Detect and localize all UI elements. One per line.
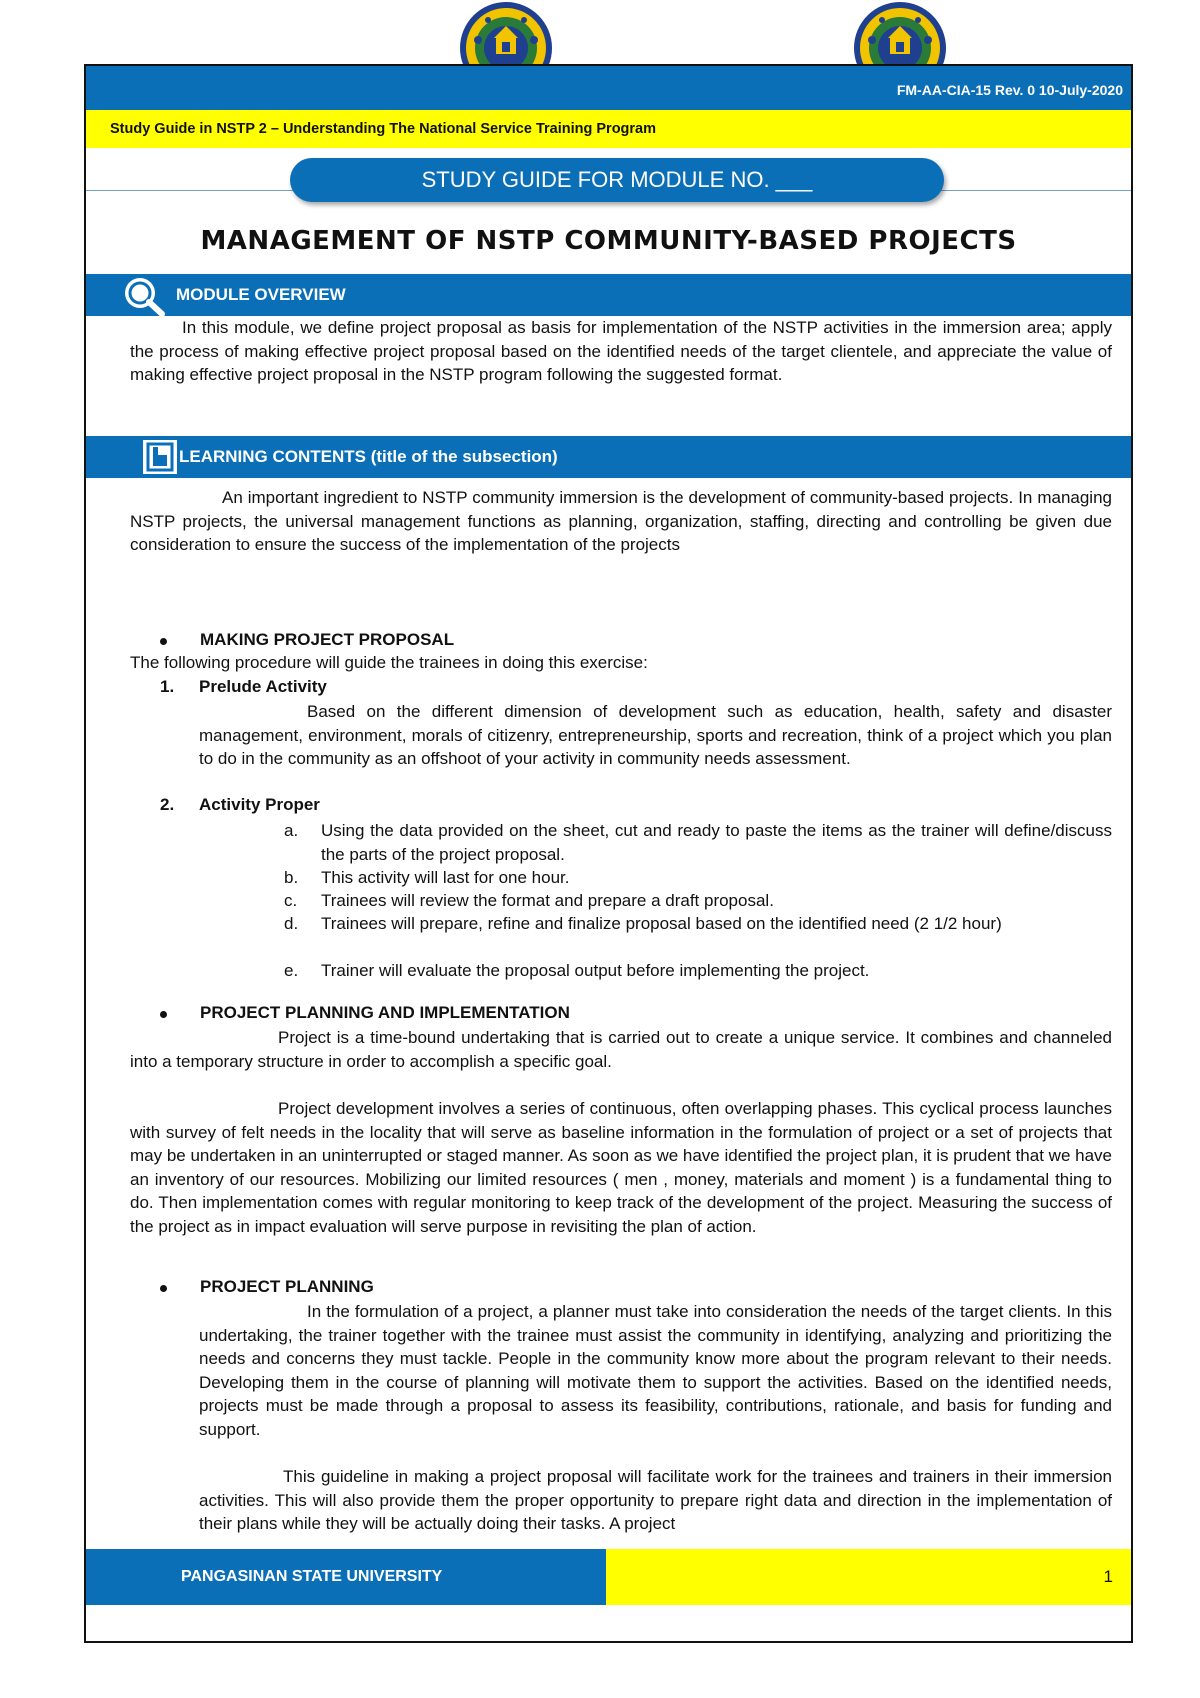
module-overview-heading: MODULE OVERVIEW — [176, 285, 346, 304]
step-text: Using the data provided on the sheet, cut and ready to paste the items as the trainer will define/discuss the parts of the project proposal. — [321, 821, 1112, 864]
item-number: 1. — [160, 677, 175, 696]
university-seal-right — [852, 0, 948, 72]
project-planning-heading: PROJECT PLANNING — [200, 1277, 374, 1296]
guide-title-bar — [86, 110, 1131, 148]
project-definition-text: Project is a time-bound undertaking that is carried out to create a unique service. It combines and channeled into a temporary structure in order to accomplish a specific goal. — [130, 1028, 1112, 1071]
step-letter: d. — [284, 914, 299, 933]
step-text: Trainer will evaluate the proposal output before implementing the project. — [321, 961, 870, 980]
project-planning-text: In the formulation of a project, a planner must take into consideration the needs of the target clients. In this undertaking, the trainer together with the trainee must assist the community in identifying, analyzing and prioritizing the needs and concerns they must tackle. People in the community know more about the program relevant to their needs. Developing them in the course of planning will motivate them to support the activities. Based on the identified needs, projects must be made through a proposal to assess its feasibility, contributions, rationale, and basis for funding and support. — [199, 1302, 1112, 1439]
university-seal-left — [458, 0, 554, 72]
bullet — [160, 1285, 167, 1292]
step-letter: b. — [284, 868, 299, 887]
making-proposal-heading: MAKING PROJECT PROPOSAL — [200, 630, 455, 649]
learning-contents-heading: LEARNING CONTENTS (title of the subsection) — [179, 447, 558, 466]
module-number-banner: STUDY GUIDE FOR MODULE NO. ___ — [290, 158, 944, 202]
step-letter: c. — [284, 891, 298, 910]
guideline-text: This guideline in making a project proposal will facilitate work for the trainees and trainers in their immersion activities. This will also provide them the proper opportunity to prepare right data and direction in the implementation of their plans while they will be actually doing their tasks. A project — [199, 1467, 1112, 1533]
project-definition-paragraph — [130, 1026, 1112, 1073]
bullet — [160, 638, 167, 645]
bullet — [160, 1011, 167, 1018]
step-text: Trainees will review the format and prepare a draft proposal. — [321, 891, 774, 910]
intro-paragraph — [130, 486, 1112, 557]
learning-contents-header — [86, 436, 1131, 478]
step-text: This activity will last for one hour. — [321, 868, 570, 887]
item-number: 2. — [160, 795, 175, 814]
overview-paragraph — [130, 316, 1112, 426]
step-letter: e. — [284, 961, 299, 980]
project-development-text: Project development involves a series of continuous, often overlapping phases. This cyclical process launches with survey of felt needs in the locality that will serve as baseline information in the formulation of project or a set of projects that may be undertaken in an uninterrupted or staged manner. As soon as we have identified the project plan, it is prudent that we have an inventory of our resources. Mobilizing our limited resources ( men , money, materials and moment ) is a fundamental thing to do. Then implementation comes with regular monitoring to keep track of the development of the project. Measuring the success of the project as in impact evaluation will serve purpose in revisiting the plan of action. — [130, 1099, 1112, 1236]
page-number: 1 — [1103, 1567, 1113, 1586]
step-letter: a. — [284, 821, 299, 840]
step-text: Trainees will prepare, refine and finalize proposal based on the identified need (2 1/2 hour) — [321, 914, 1002, 933]
project-planning-paragraph — [199, 1300, 1112, 1441]
university-name: PANGASINAN STATE UNIVERSITY — [181, 1568, 443, 1585]
header-bar — [86, 66, 1131, 110]
project-development-paragraph — [130, 1097, 1112, 1238]
form-code: FM-AA-CIA-15 Rev. 0 10-July-2020 — [896, 82, 1123, 98]
intro-text: An important ingredient to NSTP community immersion is the development of community-based projects. In managing NSTP projects, the universal management functions as planning, organization, staffing, directing and controlling be given due consideration to ensure the success of the implementation of the projects — [130, 488, 1112, 554]
footer-page-bar — [606, 1549, 1131, 1605]
page-frame — [84, 64, 1133, 1643]
activity-proper-title: Activity Proper — [199, 795, 320, 814]
book-icon — [142, 439, 178, 480]
prelude-text: Based on the different dimension of development such as education, health, safety and disaster management, environment, morals of citizenry, entrepreneurship, sports and recreation, think of a project which you plan to do in the community as an offshoot of your activity in community needs assessment. — [199, 702, 1112, 768]
planning-implementation-heading: PROJECT PLANNING AND IMPLEMENTATION — [200, 1003, 570, 1022]
magnifier-icon — [122, 276, 168, 321]
prelude-activity-text — [199, 700, 1112, 771]
page-title: MANAGEMENT OF NSTP COMMUNITY-BASED PROJECTS — [200, 226, 1017, 256]
overview-text: In this module, we define project proposal as basis for implementation of the NSTP activities in the immersion area; apply the process of making effective project proposal based on the identified needs of the target clientele, and appreciate the value of making effective project proposal in the NSTP program following the suggested format. — [130, 318, 1112, 384]
procedure-lead: The following procedure will guide the trainees in doing this exercise: — [130, 653, 648, 672]
module-overview-header — [86, 274, 1131, 316]
footer-university-bar — [86, 1549, 606, 1605]
guide-title: Study Guide in NSTP 2 – Understanding The National Service Training Program — [110, 121, 657, 137]
prelude-activity-title: Prelude Activity — [199, 677, 327, 696]
guideline-paragraph — [199, 1465, 1112, 1536]
